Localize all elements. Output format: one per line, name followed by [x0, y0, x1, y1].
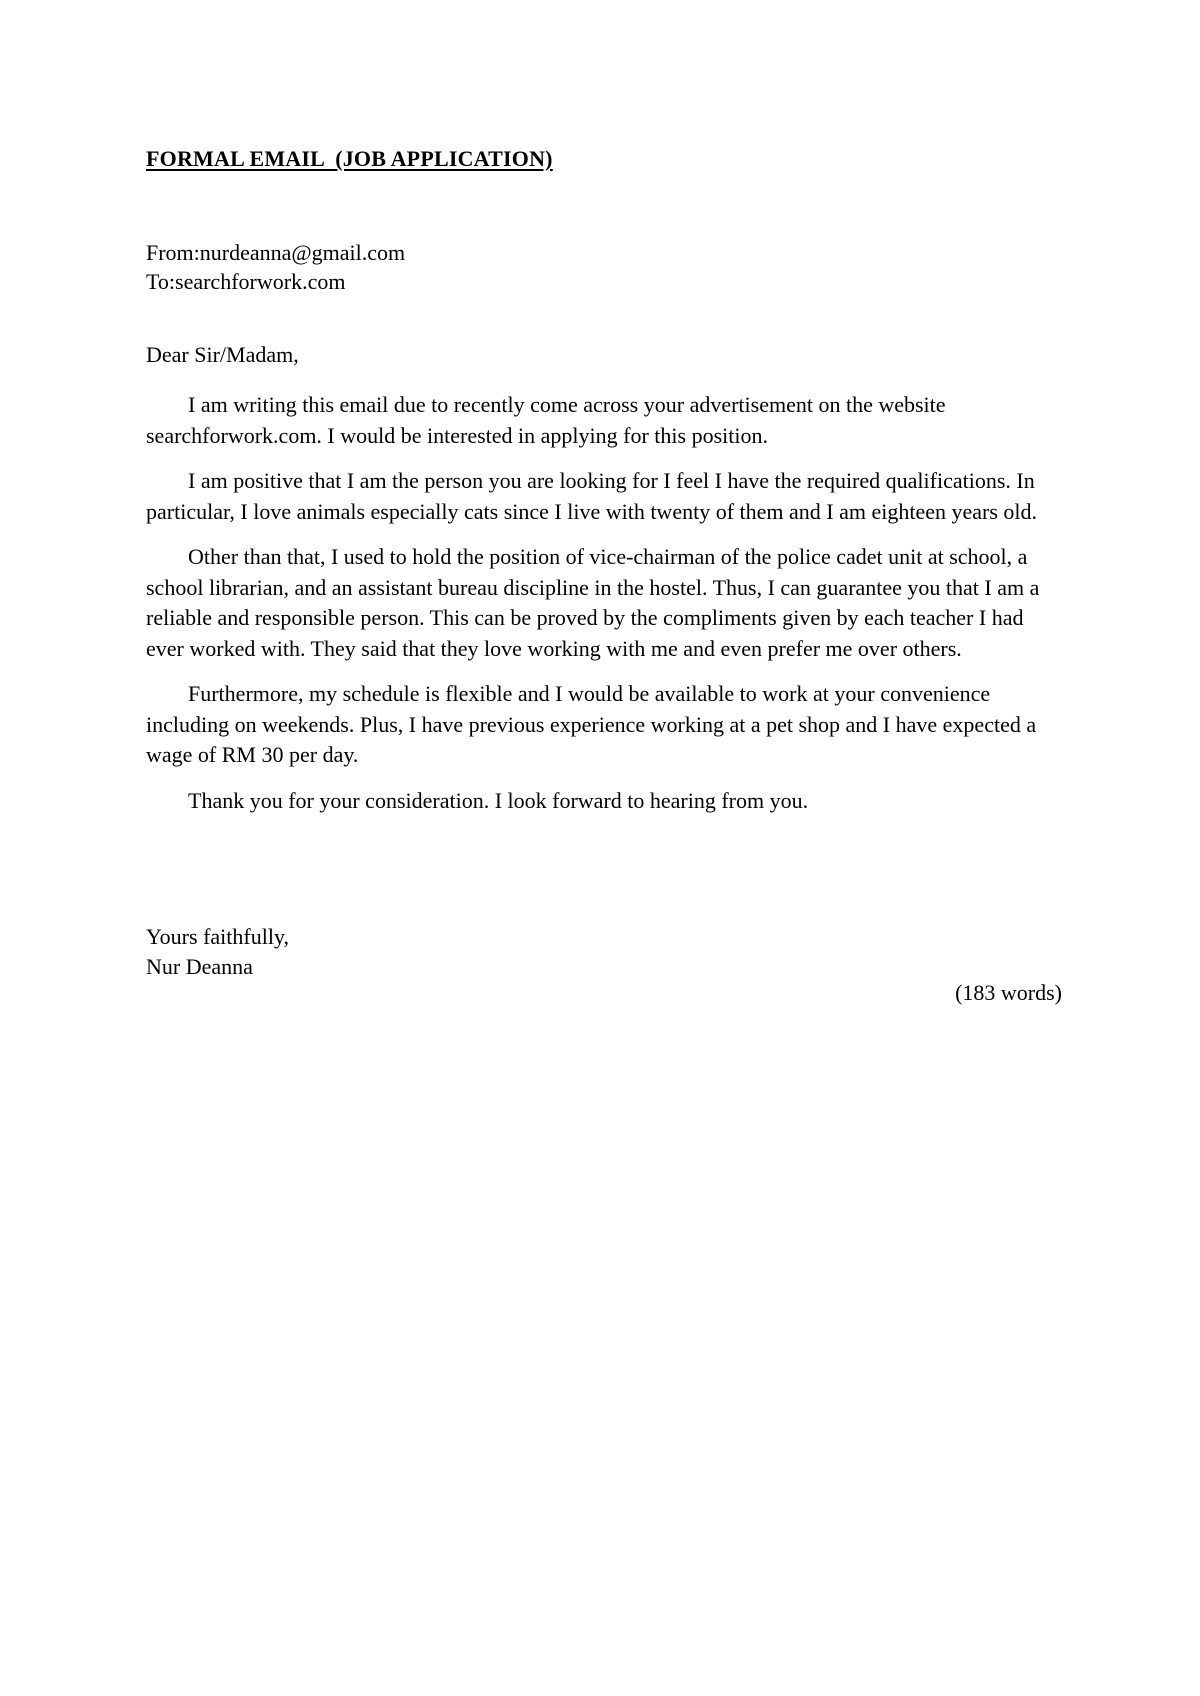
signature-name: Nur Deanna: [146, 954, 253, 979]
salutation: Dear Sir/Madam,: [146, 342, 299, 367]
from-line: From:nurdeanna@gmail.com: [146, 240, 406, 265]
to-line: To:searchforwork.com: [146, 269, 346, 294]
body-paragraph-2: I am positive that I am the person you are looking for I feel I have the required qualifications. In particular, I love animals especially cats since I live with twenty of them and I am eighteen years old.: [146, 468, 1038, 524]
closing-block: [146, 922, 289, 982]
body-paragraph-1: I am writing this email due to recently come across your advertisement on the website searchforwork.com. I would be interested in applying for this position.: [146, 392, 946, 448]
body-paragraph-3: Other than that, I used to hold the position of vice-chairman of the police cadet unit at school, a school librarian, and an assistant bureau discipline in the hostel. Thus, I can guarantee you that I am a reliable and responsible person. This can be proved by the compliments given by each teacher I had ever worked with. They said that they love working with me and even prefer me over others.: [146, 544, 1040, 661]
email-body: [146, 390, 1066, 831]
document-title: FORMAL EMAIL (JOB APPLICATION): [146, 146, 553, 171]
email-header: [146, 238, 405, 296]
closing-phrase: Yours faithfully,: [146, 924, 290, 949]
body-paragraph-4: Furthermore, my schedule is flexible and I would be available to work at your convenience including on weekends. Plus, I have previous experience working at a pet shop and I have expected a wage of RM 30 per day.: [146, 681, 1037, 767]
body-paragraph-5: Thank you for your consideration. I look forward to hearing from you.: [188, 787, 809, 813]
word-count: (183 words): [955, 980, 1062, 1005]
